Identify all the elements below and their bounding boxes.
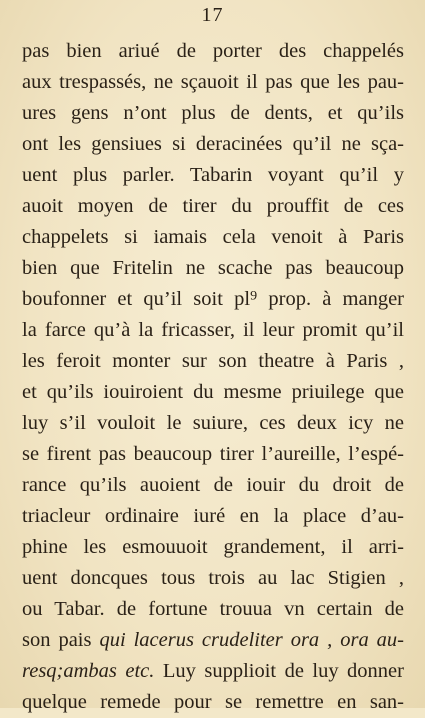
text-segment: Luy supplioit de luy donner <box>154 660 404 682</box>
text-segment: chappelets si iamais cela venoit à Paris <box>22 226 404 248</box>
italic-text-segment: qui lacerus crudeliter ora , ora au- <box>99 629 404 651</box>
text-line <box>22 501 404 532</box>
page-number: 17 <box>201 4 224 26</box>
text-segment: pas bien ariué de porter des chappelés <box>22 40 404 62</box>
text-line <box>22 408 404 439</box>
text-segment: ures gens n’ont plus de dents, et qu’ils <box>22 102 404 124</box>
text-segment: bien que Fritelin ne scache pas beaucoup <box>22 257 404 279</box>
text-line <box>22 470 404 501</box>
text-segment: auoit moyen de tirer du prouffit de ces <box>22 195 404 217</box>
text-segment: son pais <box>22 629 100 651</box>
text-line <box>22 687 404 718</box>
text-segment: se firent pas beaucoup tirer l’aureille, l’espé- <box>22 443 404 465</box>
text-segment: ou Tabar. de fortune trouua vn certain de <box>22 598 404 620</box>
text-segment: aux trespassés, ne sçauoit il pas que les pau- <box>22 71 404 93</box>
text-segment: la farce qu’à la fricasser, il leur promit qu’il <box>22 319 404 341</box>
text-line <box>22 656 404 687</box>
text-segment: phine les esmouuoit grandement, il arri- <box>22 536 404 558</box>
text-line <box>22 439 404 470</box>
text-line <box>22 98 404 129</box>
text-line <box>22 625 404 656</box>
text-segment: rance qu’ils auoient de iouir du droit de <box>22 474 404 496</box>
text-line <box>22 191 404 222</box>
text-segment: triacleur ordinaire iuré en la place d’au- <box>22 505 404 527</box>
text-segment: uent doncques tous trois au lac Stigien , <box>22 567 404 589</box>
text-line <box>22 315 404 346</box>
text-line <box>22 160 404 191</box>
text-segment: boufonner et qu’il soit pl⁹ prop. à manger <box>22 288 404 310</box>
text-line <box>22 129 404 160</box>
text-line <box>22 346 404 377</box>
text-segment: luy s’il vouloit le suiure, ces deux icy ne <box>22 412 404 434</box>
text-line <box>22 253 404 284</box>
text-line <box>22 532 404 563</box>
text-line <box>22 284 404 315</box>
text-segment: quelque remede pour se remettre en san- <box>22 691 404 713</box>
text-segment: uent plus parler. Tabarin voyant qu’il y <box>22 164 404 186</box>
text-line <box>22 36 404 67</box>
page-body-text <box>22 36 404 718</box>
text-line <box>22 594 404 625</box>
italic-text-segment: resq;ambas etc. <box>22 660 155 682</box>
text-line <box>22 377 404 408</box>
text-line <box>22 67 404 98</box>
text-segment: les feroit monter sur son theatre à Paris , <box>22 350 404 372</box>
text-line <box>22 222 404 253</box>
text-segment: et qu’ils iouiroient du mesme priuilege que <box>22 381 404 403</box>
text-line <box>22 563 404 594</box>
text-segment: ont les gensiues si deracinées qu’il ne sça- <box>22 133 404 155</box>
